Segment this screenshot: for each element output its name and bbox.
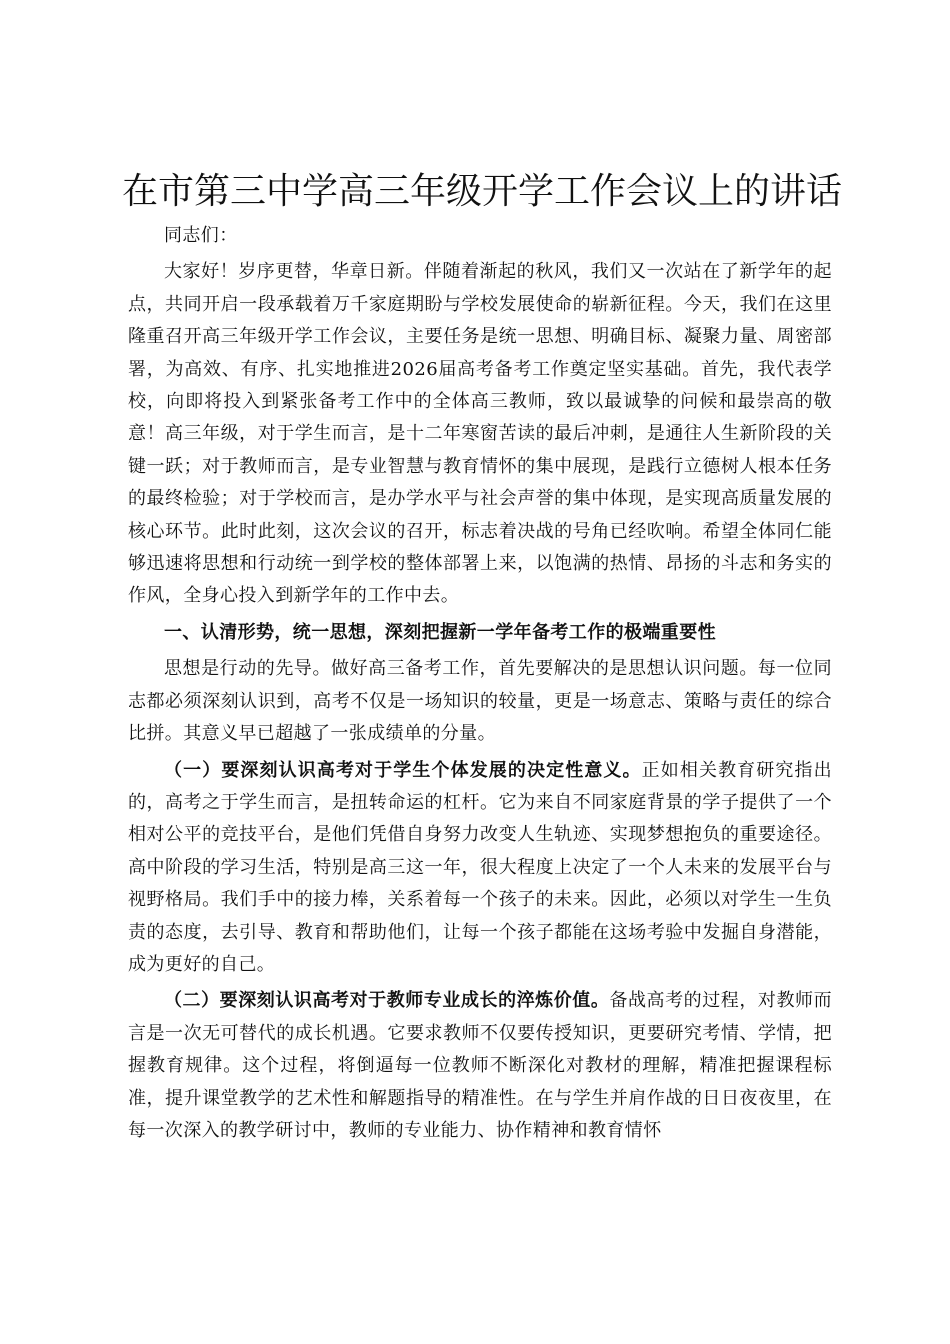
subsection-2-body: 备战高考的过程，对教师而言是一次无可替代的成长机遇。它要求教师不仅要传授知识，更要研究考情、学情，把握教育规律。这个过程，将倒逼每一位教师不断深化对教材的理解，精准把握课程标准，提升课堂教学的艺术性和解题指导的精准性。在与学生并肩作战的日日夜夜里，在每一次深入的教学研讨中，教师的专业能力、协作精神和教育情怀 xyxy=(128,990,832,1141)
document-page xyxy=(122,170,843,1147)
subsection-2-heading: （二）要深刻认识高考对于教师专业成长的淬炼价值。 xyxy=(164,990,610,1012)
subsection-2-paragraph xyxy=(128,985,832,1147)
document-title: 在市第三中学高三年级开学工作会议上的讲话 xyxy=(122,171,843,212)
greeting: 同志们： xyxy=(164,225,238,246)
intro-paragraph: 大家好！岁序更替，华章日新。伴随着渐起的秋风，我们又一次站在了新学年的起点，共同开启一段承载着万千家庭期盼与学校发展使命的崭新征程。今天，我们在这里隆重召开高三年级开学工作会议，主要任务是统一思想、明确目标、凝聚力量、周密部署，为高效、有序、扎实地推进2026届高考备考工作奠定坚实基础。首先，我代表学校，向即将投入到紧张备考工作中的全体高三教师，致以最诚挚的问候和最崇高的敬意！高三年级，对于学生而言，是十二年寒窗苦读的最后冲刺，是通往人生新阶段的关键一跃；对于教师而言，是专业智慧与教育情怀的集中展现，是践行立德树人根本任务的最终检验；对于学校而言，是办学水平与社会声誉的集中体现，是实现高质量发展的核心环节。此时此刻，这次会议的召开，标志着决战的号角已经吹响。希望全体同仁能够迅速将思想和行动统一到学校的整体部署上来，以饱满的热情、昂扬的斗志和务实的作风，全身心投入到新学年的工作中去。 xyxy=(128,261,832,607)
subsection-1-heading: （一）要深刻认识高考对于学生个体发展的决定性意义。 xyxy=(164,759,642,781)
subsection-1-paragraph xyxy=(128,755,832,982)
section-1-paragraph: 思想是行动的先导。做好高三备考工作，首先要解决的是思想认识问题。每一位同志都必须深刻认识到，高考不仅是一场知识的较量，更是一场意志、策略与责任的综合比拼。其意义早已超越了一张成绩单的分量。 xyxy=(128,658,832,745)
section-heading-1: 一、认清形势，统一思想，深刻把握新一学年备考工作的极端重要性 xyxy=(164,621,716,643)
subsection-1-body: 正如相关教育研究指出的，高考之于学生而言，是扭转命运的杠杆。它为来自不同家庭背景的学子提供了一个相对公平的竞技平台，是他们凭借自身努力改变人生轨迹、实现梦想抱负的重要途径。高中阶段的学习生活，特别是高三这一年，很大程度上决定了一个人未来的发展平台与视野格局。我们手中的接力棒，关系着每一个孩子的未来。因此，必须以对学生一生负责的态度，去引导、教育和帮助他们，让每一个孩子都能在这场考验中发掘自身潜能，成为更好的自己。 xyxy=(128,759,833,975)
